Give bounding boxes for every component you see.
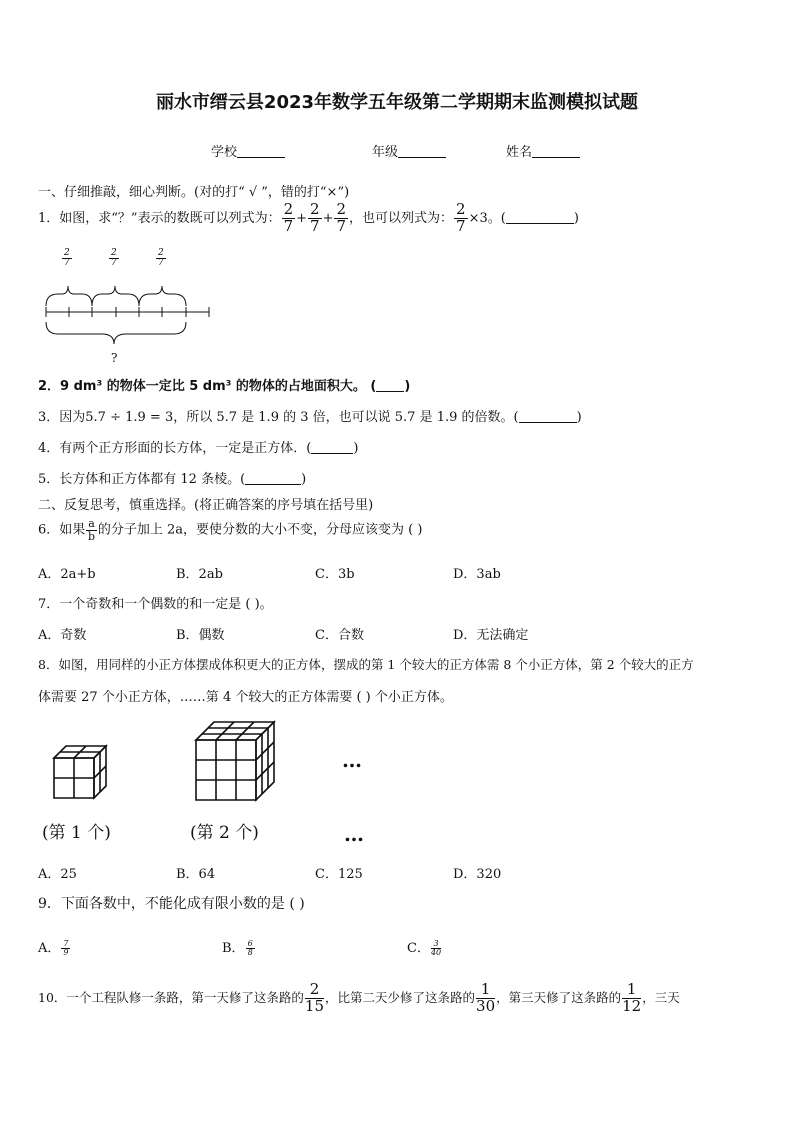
- number-line-diagram: [38, 280, 218, 350]
- cube-2x2-figure: [50, 740, 114, 804]
- question-1: 1．如图，求“？”表示的数既可以列式为： $\frac{2}{7}$ + $\frac{2}{7}$ + $\frac{2}{7}$ ，也可以列式为： $\frac{2}{7}$ ×3。( ): [38, 200, 579, 235]
- question-5: 5．长方体和正方体都有 12 条棱。( ): [38, 472, 307, 487]
- q8-option-b[interactable]: B．64: [176, 867, 216, 882]
- caption-figure-1: (第 1 个): [42, 823, 111, 843]
- brace-label-3: $\frac{2}{7}$: [158, 248, 164, 269]
- q7-option-a[interactable]: A．奇数: [38, 628, 87, 643]
- grade-field[interactable]: 年级: [372, 141, 446, 160]
- caption-figure-2: (第 2 个): [190, 823, 259, 843]
- q6-option-b[interactable]: B．2ab: [176, 567, 223, 582]
- q7-option-b[interactable]: B．偶数: [176, 628, 225, 643]
- number-line-question-mark: ?: [111, 351, 118, 365]
- question-6: 6．如果 $\frac{a}{b}$ 的分子加上 2a，要使分数的大小不变，分母应该变为 ( ): [38, 517, 423, 543]
- question-4: 4．有两个正方形面的长方体，一定是正方体．( ): [38, 441, 359, 456]
- brace-label-1: $\frac{2}{7}$: [64, 248, 70, 269]
- brace-label-2: $\frac{2}{7}$: [111, 248, 117, 269]
- question-2: 2．9 dm³ 的物体一定比 5 dm³ 的物体的占地面积大。 ( ): [38, 379, 411, 394]
- q7-option-c[interactable]: C．合数: [315, 628, 364, 643]
- question-9: 9．下面各数中，不能化成有限小数的是 ( ): [38, 896, 305, 912]
- q7-option-d[interactable]: D．无法确定: [453, 628, 529, 643]
- question-8-line-2: 体需要 27 个小正方体，……第 4 个较大的正方体需要 ( ) 个小正方体。: [38, 690, 453, 705]
- q6-option-a[interactable]: A．2a+b: [38, 567, 96, 582]
- q9-option-c[interactable]: C． $\frac{3}{40}$: [407, 938, 442, 957]
- question-8-line-1: 8．如图，用同样的小正方体摆成体积更大的正方体，摆成的第 1 个较大的正方体需 8 个小正方体，第 2 个较大的正方: [38, 657, 694, 672]
- school-field[interactable]: 学校: [211, 141, 285, 160]
- section-1-heading: 一、仔细推敲，细心判断。(对的打“ √ ”，错的打“×”): [38, 185, 350, 200]
- q6-option-c[interactable]: C．3b: [315, 567, 355, 582]
- q9-option-b[interactable]: B． $\frac{6}{8}$: [222, 938, 253, 957]
- cube-3x3-figure: [192, 718, 278, 804]
- figure-ellipsis: …: [342, 748, 362, 772]
- name-field[interactable]: 姓名: [506, 141, 580, 160]
- question-7: 7．一个奇数和一个偶数的和一定是 ( )。: [38, 597, 273, 612]
- question-10: 10．一个工程队修一条路，第一天修了这条路的 $\frac{2}{15}$ ，比第二天少修了这条路的 $\frac{1}{30}$ ，第三天修了这条路的 $\frac{1}{12}$ ，三天: [38, 980, 680, 1015]
- section-2-heading: 二、反复思考，慎重选择。(将正确答案的序号填在括号里): [38, 498, 374, 513]
- q8-option-c[interactable]: C．125: [315, 867, 363, 882]
- page-title: 丽水市缙云县2023年数学五年级第二学期期末监测模拟试题: [155, 92, 639, 113]
- q8-option-d[interactable]: D．320: [453, 867, 502, 882]
- question-3: 3．因为5.7 ÷ 1.9 = 3，所以 5.7 是 1.9 的 3 倍，也可以说 5.7 是 1.9 的倍数。( ): [38, 410, 582, 425]
- q6-option-d[interactable]: D．3ab: [453, 567, 501, 582]
- caption-ellipsis: …: [344, 822, 364, 846]
- q8-option-a[interactable]: A．25: [38, 867, 77, 882]
- q9-option-a[interactable]: A． $\frac{7}{9}$: [38, 938, 69, 957]
